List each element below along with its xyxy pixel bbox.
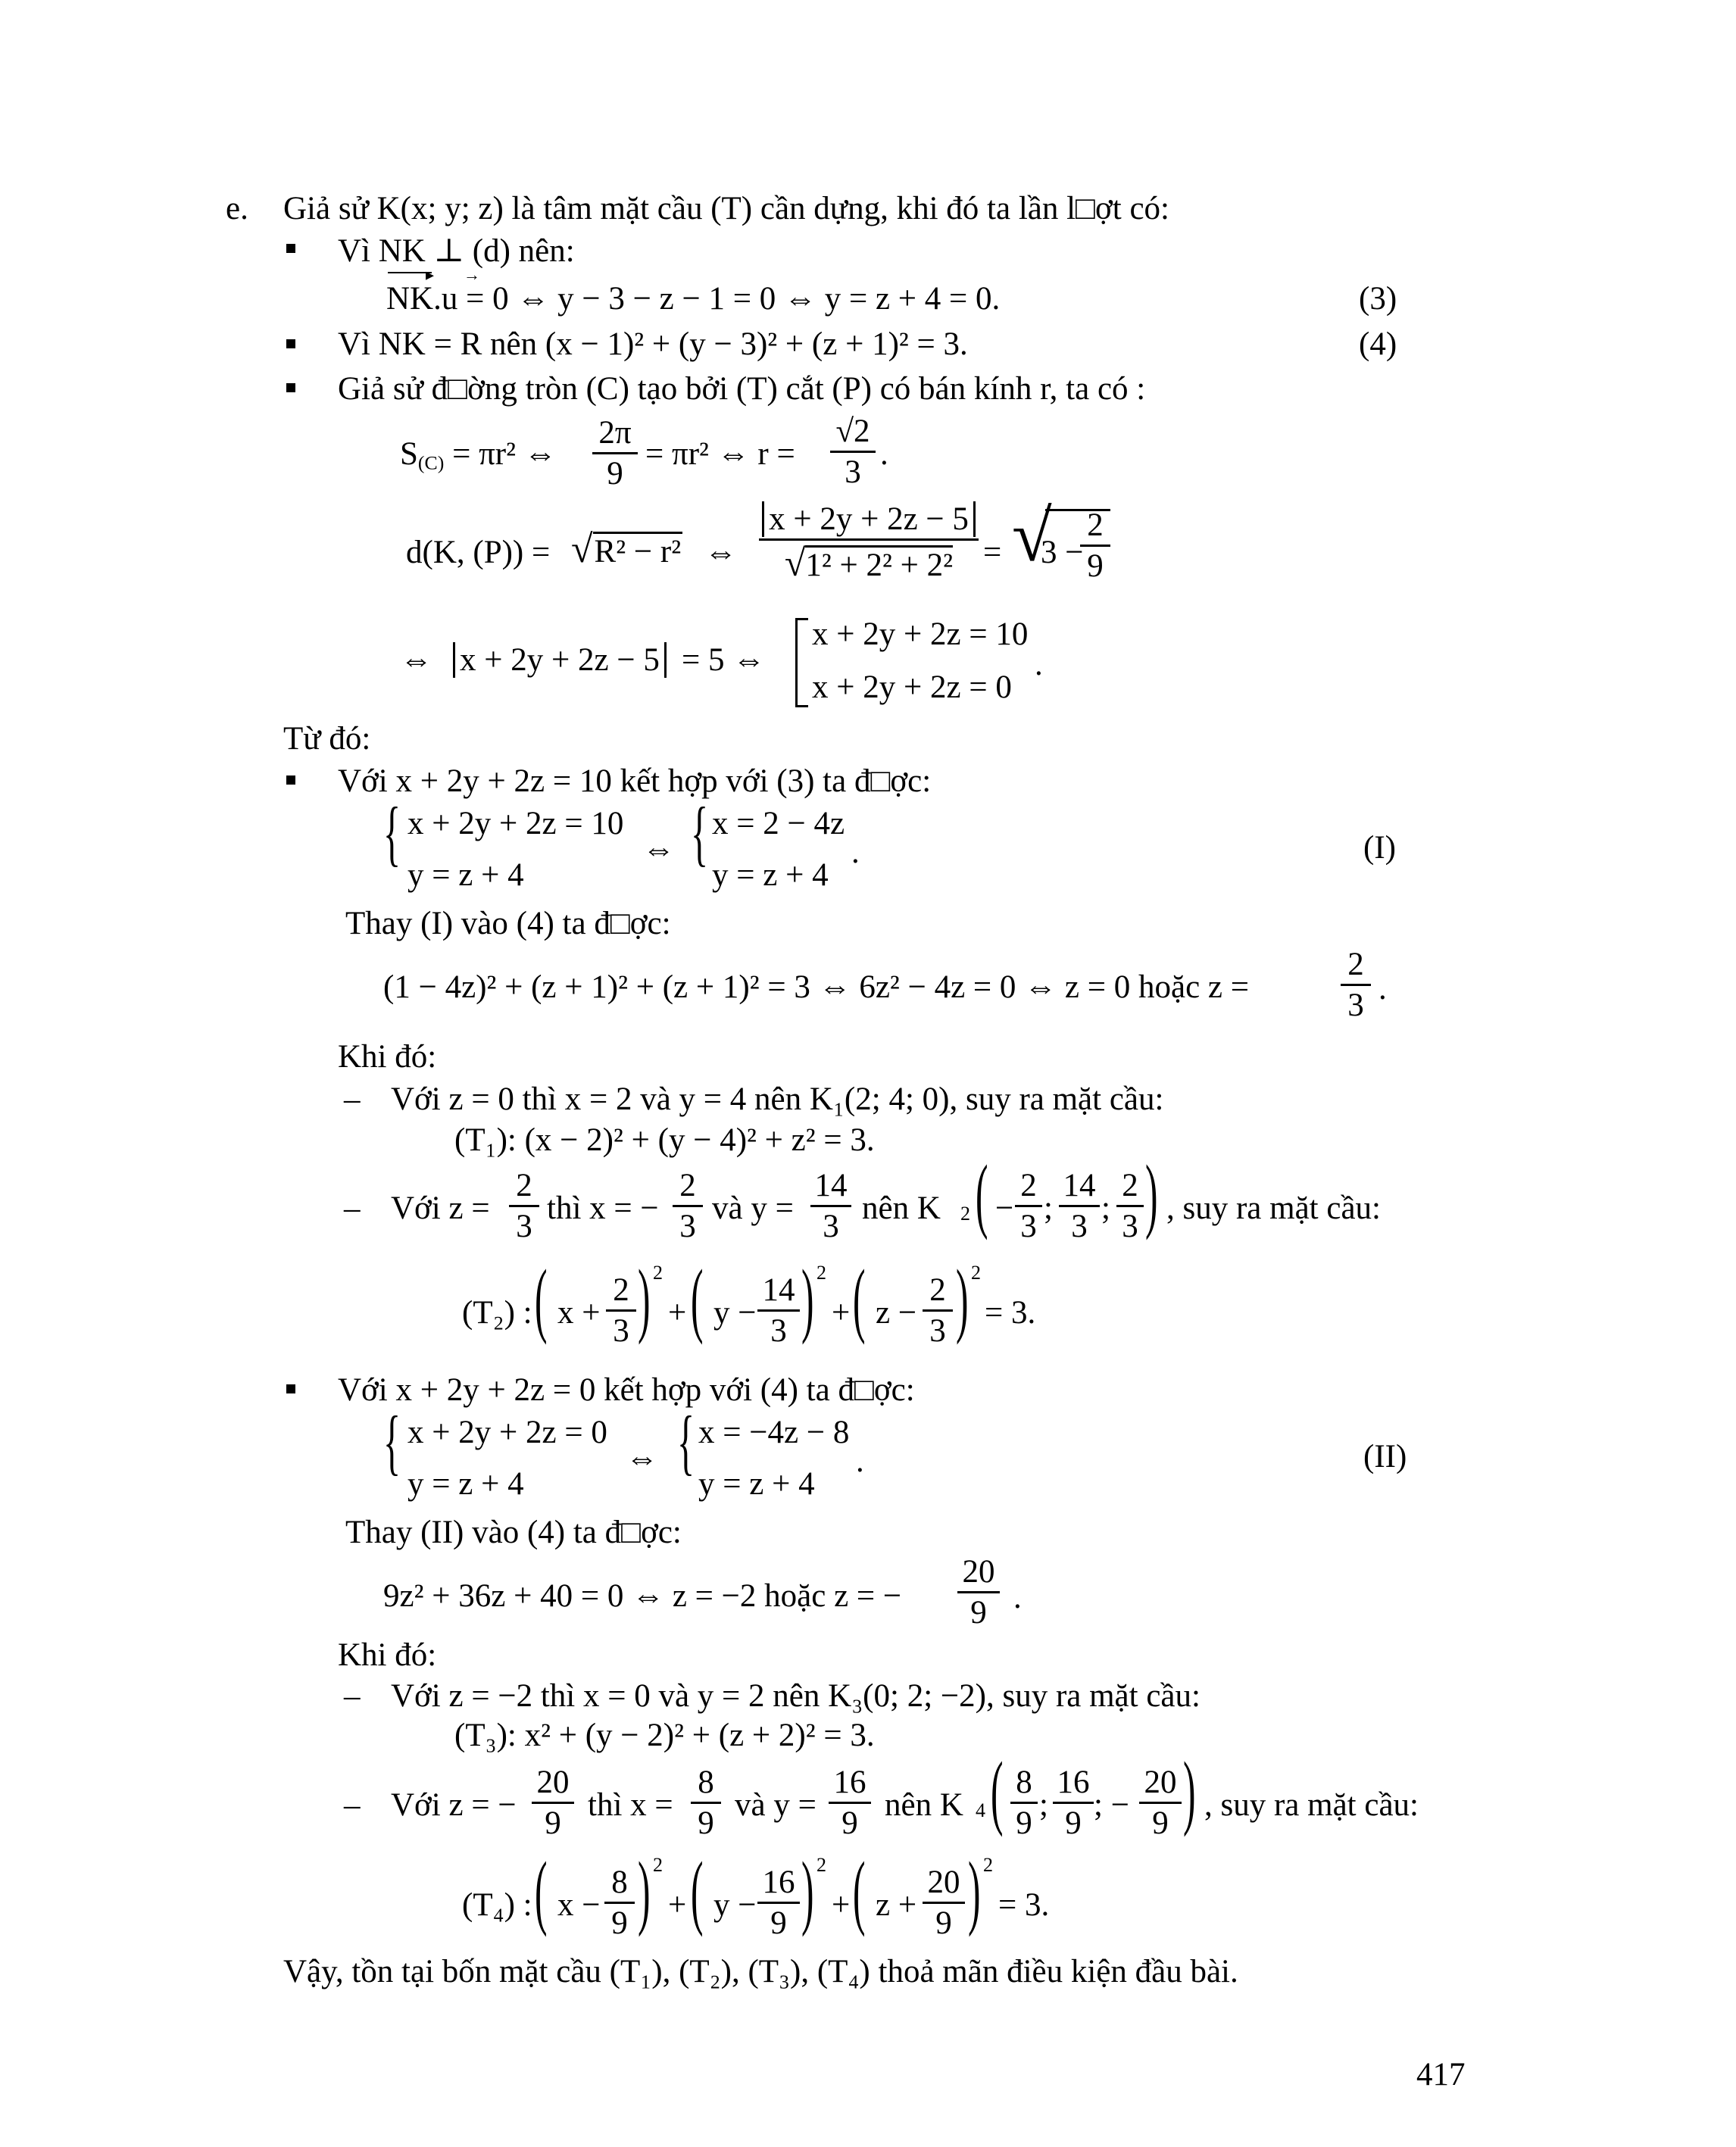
system-line: y = z + 4	[712, 857, 829, 893]
subcase-text: nên K	[862, 1191, 941, 1226]
paren: (	[535, 1845, 548, 1937]
period: .	[880, 436, 888, 472]
subcase-text: thì x =	[588, 1787, 673, 1823]
bullet-square-icon	[286, 1384, 295, 1393]
minus: −	[995, 1191, 1014, 1226]
iff-symbol: ⇔	[642, 832, 675, 867]
paren: (	[976, 1148, 988, 1240]
fraction: 8 9	[1010, 1766, 1038, 1840]
period: .	[1378, 971, 1387, 1006]
fraction: 14 3	[810, 1169, 851, 1243]
fraction: 14 3	[757, 1274, 800, 1347]
equation-end: = 3.	[985, 1295, 1036, 1331]
brace: {	[677, 1401, 695, 1482]
fraction: 2 3	[673, 1169, 703, 1243]
term: x −	[557, 1887, 601, 1923]
brace: {	[383, 792, 401, 873]
iff-symbol: ⇔	[400, 642, 432, 678]
paren: )	[956, 1253, 969, 1345]
paren: )	[968, 1845, 981, 1937]
system-line: x + 2y + 2z = 0	[407, 1415, 607, 1450]
paren: (	[691, 1845, 704, 1937]
fraction: 8 9	[691, 1766, 721, 1840]
term: y −	[713, 1887, 757, 1923]
semicolon: ;	[1101, 1191, 1110, 1226]
exponent: 2	[653, 1854, 663, 1876]
paren: )	[638, 1253, 651, 1345]
system-line: x = −4z − 8	[698, 1415, 850, 1450]
page-number: 417	[1416, 2057, 1466, 2092]
item-marker: e.	[226, 191, 248, 226]
plus: +	[668, 1887, 687, 1923]
khi-do-text: Khi đó:	[338, 1637, 437, 1673]
fraction: 2 9	[1080, 509, 1110, 582]
equation: (1 − 4z)² + (z + 1)² + (z + 1)² = 3 ⇔ 6z² − 4z = 0 ⇔ z = 0 hoặc z =	[383, 969, 1250, 1005]
fraction: 16 9	[829, 1766, 871, 1840]
paren: )	[638, 1845, 651, 1937]
equation-end: = 3.	[998, 1887, 1050, 1923]
fraction: 2 3	[1116, 1169, 1144, 1243]
subcase-text: , suy ra mặt cầu:	[1204, 1787, 1419, 1823]
bullet-text: Vì NK = R nên (x − 1)² + (y − 3)² + (z + 1)² = 3.	[338, 326, 968, 362]
sqrt: √	[1012, 495, 1052, 576]
subcase-text: Với z = −2 thì x = 0 và y = 2 nên K₃(0; 2; −2), suy ra mặt cầu:	[391, 1678, 1201, 1714]
exponent: 2	[816, 1854, 826, 1876]
case-bracket	[795, 618, 808, 707]
dash: –	[344, 1081, 361, 1117]
fraction: 2 3	[509, 1169, 539, 1243]
bullet-square-icon	[286, 339, 295, 348]
paren: (	[853, 1253, 866, 1345]
fraction: 2 3	[606, 1274, 636, 1347]
case-2: x + 2y + 2z = 0	[812, 669, 1012, 705]
period: .	[856, 1443, 864, 1479]
semicolon: ;	[1039, 1787, 1048, 1823]
subscript: 2	[960, 1203, 970, 1225]
paren: (	[535, 1253, 548, 1345]
iff-symbol: ⇔	[704, 535, 737, 570]
bullet-square-icon	[286, 383, 295, 392]
sphere-equation: (T₁): (x − 2)² + (y − 4)² + z² = 3.	[454, 1122, 875, 1158]
system-line: y = z + 4	[407, 1466, 524, 1502]
equation: 9z² + 36z + 40 = 0 ⇔ z = −2 hoặc z = −	[383, 1578, 902, 1614]
subcase-text: và y =	[712, 1191, 794, 1226]
vector-expression: NK.u	[386, 281, 458, 317]
substitution-text: Thay (II) vào (4) ta đ□ợc:	[345, 1515, 682, 1550]
sphere-equation: (T₃): x² + (y − 2)² + (z + 2)² = 3.	[454, 1718, 875, 1753]
term: y −	[713, 1295, 757, 1331]
bullet-square-icon	[286, 244, 295, 253]
conclusion: Vậy, tồn tại bốn mặt cầu (T₁), (T₂), (T₃), (T₄) thoả mãn điều kiện đầu bài.	[283, 1954, 1238, 1989]
exponent: 2	[816, 1262, 826, 1284]
subcase-text: , suy ra mặt cầu:	[1166, 1191, 1381, 1226]
bullet-text: Với x + 2y + 2z = 10 kết hợp với (3) ta đ□ợc:	[338, 763, 932, 799]
sphere-label: (T₄) :	[462, 1887, 532, 1923]
dash: –	[344, 1787, 361, 1823]
semicolon: ;	[1044, 1191, 1053, 1226]
equation: ▸ → NK.u = 0 ⇔ y − 3 − z − 1 = 0 ⇔ y = z + 4 = 0.	[386, 265, 1001, 317]
area-formula: $S_{(C)} = \pi r^2$ ⇔	[400, 436, 557, 474]
term: z +	[876, 1887, 917, 1923]
fraction: 20 9	[532, 1766, 574, 1840]
period: .	[1013, 1580, 1022, 1615]
fraction: 2π 9	[592, 417, 638, 490]
subcase-text: Với z =	[391, 1191, 490, 1226]
sqrt: √R² − r²	[571, 528, 682, 571]
paren: )	[801, 1845, 814, 1937]
bullet-text: Giả sử đ□ờng tròn (C) tạo bởi (T) cắt (P) có bán kính r, ta có :	[338, 371, 1146, 407]
khi-do-text: Khi đó:	[338, 1039, 437, 1075]
exponent: 2	[983, 1854, 993, 1876]
abs-expression: x + 2y + 2z − 5	[453, 644, 667, 676]
abs-rhs: = 5 ⇔	[682, 642, 766, 678]
bullet-text: Với x + 2y + 2z = 0 kết hợp với (4) ta đ□ợc:	[338, 1372, 915, 1408]
equation-tag: (4)	[1359, 326, 1397, 362]
subcase-text: Với z = 0 thì x = 2 và y = 4 nên K₁(2; 4; 0), suy ra mặt cầu:	[391, 1081, 1164, 1117]
paren: (	[691, 1253, 704, 1345]
subcase-text: thì x = −	[547, 1191, 659, 1226]
system-line: x = 2 − 4z	[712, 806, 845, 841]
area-formula-rhs: = πr² ⇔ r =	[645, 436, 795, 472]
plus: +	[832, 1295, 851, 1331]
plus: +	[668, 1295, 687, 1331]
paren: )	[1183, 1745, 1196, 1837]
fraction: 20 9	[923, 1866, 965, 1939]
subcase-text: và y =	[735, 1787, 816, 1823]
exponent: 2	[971, 1262, 981, 1284]
iff-symbol: ⇔	[626, 1440, 658, 1476]
brace: {	[691, 792, 709, 873]
equation-tag: (3)	[1359, 281, 1397, 317]
intro-text: Giả sử K(x; y; z) là tâm mặt cầu (T) cần dựng, khi đó ta lần l□ợt có:	[283, 191, 1169, 226]
sqrt-content: 3 −	[1041, 535, 1084, 570]
exponent: 2	[653, 1262, 663, 1284]
system-line: y = z + 4	[698, 1466, 815, 1502]
section-text: Từ đó:	[283, 721, 371, 757]
case-1: x + 2y + 2z = 10	[812, 616, 1029, 652]
semicolon: ; −	[1094, 1787, 1129, 1823]
subcase-text: nên K	[885, 1787, 963, 1823]
subcase-text: Với z = −	[391, 1787, 517, 1823]
dash: –	[344, 1678, 361, 1714]
term: z −	[876, 1295, 917, 1331]
bullet-text: Vì NK ⊥ (d) nên:	[338, 233, 575, 269]
system-line: x + 2y + 2z = 10	[407, 806, 624, 841]
substitution-text: Thay (I) vào (4) ta đ□ợc:	[345, 906, 671, 941]
distance-lhs: d(K, (P)) =	[406, 535, 551, 570]
dash: –	[344, 1191, 361, 1226]
paren: )	[1145, 1148, 1158, 1240]
period: .	[851, 835, 860, 870]
equals: =	[983, 535, 1002, 570]
fraction: 2 3	[1341, 948, 1371, 1022]
fraction: 16 9	[1053, 1766, 1094, 1840]
plus: +	[832, 1887, 851, 1923]
paren: )	[801, 1253, 814, 1345]
fraction: 2 3	[923, 1274, 953, 1347]
brace: {	[383, 1401, 401, 1482]
fraction: 8 9	[604, 1866, 635, 1939]
system-line: y = z + 4	[407, 857, 524, 893]
paren: (	[991, 1745, 1004, 1837]
fraction: 20 9	[957, 1556, 1000, 1629]
equation-tag: (I)	[1363, 830, 1396, 866]
sphere-label: (T₂) :	[462, 1295, 532, 1331]
fraction: 14 3	[1059, 1169, 1100, 1243]
fraction: 16 9	[757, 1866, 800, 1939]
equation-tag: (II)	[1363, 1439, 1407, 1475]
term: x +	[557, 1295, 601, 1331]
bullet-square-icon	[286, 775, 295, 785]
fraction: 20 9	[1139, 1766, 1182, 1840]
fraction: √2 3	[830, 415, 876, 488]
period: .	[1035, 647, 1043, 682]
subscript: 4	[976, 1799, 985, 1821]
fraction: 2 3	[1015, 1169, 1042, 1243]
paren: (	[853, 1845, 866, 1937]
distance-fraction: x + 2y + 2z − 5 √1² + 2² + 2²	[759, 503, 979, 582]
